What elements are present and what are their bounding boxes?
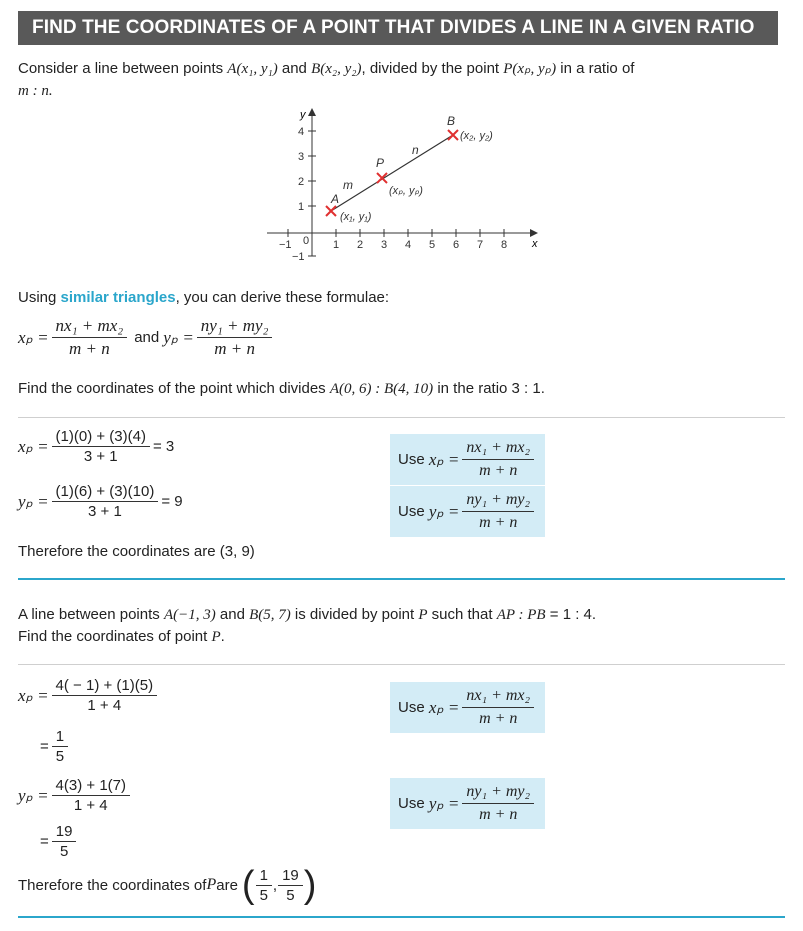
y-tick: 2 — [298, 176, 305, 188]
example2-question: A line between points A(−1, 3) and B(5, 7) is divided by point P such that AP : PB = 1 : 4. Find the coordinates of point P. — [18, 606, 597, 645]
point-p-marker — [377, 173, 387, 183]
y-tick: 1 — [298, 201, 305, 213]
x-tick: −1 — [279, 239, 292, 251]
page-title: FIND THE COORDINATES OF A POINT THAT DIVIDES A LINE IN A GIVEN RATIO — [18, 11, 778, 45]
coord-a: (x₁, y₁) — [340, 211, 372, 223]
example1-yp: yₚ = $\frac{(1)(6) + (3)(10)}{3 + 1}$ = 9 — [18, 483, 183, 520]
x-tick: 0 — [303, 235, 310, 247]
example2-xp-result: = $\frac{1}{5}$ — [40, 728, 71, 765]
general-formula: xₚ = $\frac{\text{nx₁ + mx₂}}{m + n}$ and yₚ = $\frac{\text{ny₁ + my₂}}{m + n}$ — [18, 316, 275, 359]
label-p: P — [376, 156, 385, 170]
x-tick: 7 — [477, 239, 484, 251]
example2-conclusion: Therefore the coordinates of P are ( $\frac{1}{5}$ , $\frac{19}{5}$ ) — [18, 864, 317, 906]
section-divider — [18, 578, 785, 580]
y-axis-label: y — [300, 109, 306, 121]
x-tick: 8 — [501, 239, 508, 251]
y-tick: 3 — [298, 151, 305, 163]
x-tick: 4 — [405, 239, 412, 251]
x-axis-arrow — [530, 229, 538, 237]
divider — [18, 417, 785, 418]
coord-b: (x₂, y₂) — [460, 130, 493, 142]
line-ab — [331, 135, 453, 211]
label-m: m — [343, 178, 353, 192]
x-tick: 1 — [333, 239, 340, 251]
hint-xp-formula: Use xₚ = $\frac{\text{nx₁ + mx₂}}{m + n}$ — [390, 434, 545, 485]
label-n: n — [412, 143, 419, 157]
y-axis-arrow — [308, 108, 316, 116]
coord-p: (xₚ, yₚ) — [389, 185, 423, 197]
example2-yp-result: = $\frac{19}{5}$ — [40, 823, 79, 860]
point-a-marker — [326, 206, 336, 216]
hint-xp-formula: Use xₚ = $\frac{\text{nx₁ + mx₂}}{m + n}$ — [390, 682, 545, 733]
y-tick: 4 — [298, 126, 305, 138]
intro-text: Consider a line between points A(x₁, y₁) and B(x₂, y₂), divided by the point P(xₚ, yₚ) in a ratio of m : n. — [18, 60, 635, 99]
y-tick: −1 — [292, 251, 305, 263]
similar-triangles-text: Using similar triangles, you can derive these formulae: — [18, 289, 390, 306]
similar-triangles-link[interactable]: similar triangles — [60, 289, 176, 306]
coordinate-graph — [262, 108, 552, 268]
point-b-marker — [448, 130, 458, 140]
x-tick: 6 — [453, 239, 460, 251]
label-b: B — [447, 114, 456, 128]
x-tick: 3 — [381, 239, 388, 251]
hint-yp-formula: Use yₚ = $\frac{\text{ny₁ + my₂}}{m + n}$ — [390, 486, 545, 537]
example2-xp: xₚ = $\frac{4( - 1) + (1)(5)}{1 + 4}$ — [18, 677, 160, 714]
divider — [18, 664, 785, 665]
x-tick: 5 — [429, 239, 436, 251]
label-a: A — [331, 192, 340, 206]
section-divider — [18, 916, 785, 918]
x-tick: 2 — [357, 239, 364, 251]
example1-conclusion: Therefore the coordinates are (3, 9) — [18, 543, 255, 560]
example1-question: Find the coordinates of the point which divides A(0, 6) : B(4, 10) in the ratio 3 : 1. — [18, 380, 545, 397]
x-axis-label: x — [532, 238, 538, 250]
hint-yp-formula: Use yₚ = $\frac{\text{ny₁ + my₂}}{m + n}$ — [390, 778, 545, 829]
example2-yp: yₚ = $\frac{4(3) + 1(7)}{1 + 4}$ — [18, 777, 133, 814]
example1-xp: xₚ = $\frac{(1)(0) + (3)(4)}{3 + 1}$ = 3 — [18, 428, 175, 465]
